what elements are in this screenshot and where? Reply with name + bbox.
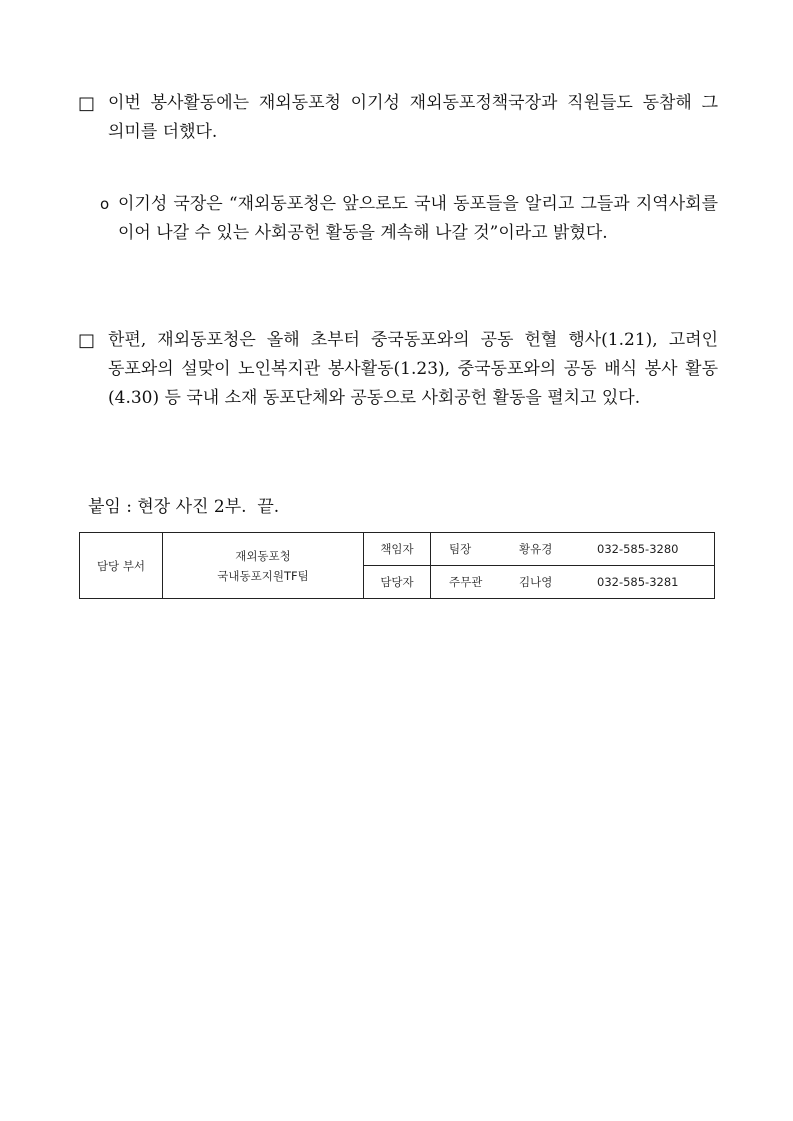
quote-bullet <box>100 190 718 248</box>
circle-bullet-icon: o <box>100 195 110 213</box>
paragraph-volunteer-participation <box>78 89 718 147</box>
paragraph-text: 이번 봉사활동에는 재외동포청 이기성 재외동포정책국장과 직원들도 동참해 그 의미를 더했다. <box>108 93 718 142</box>
contact-title: 팀장 <box>449 542 472 556</box>
role-cell: 담당자 <box>364 566 431 599</box>
contact-detail <box>431 533 715 566</box>
quote-text: 이기성 국장은 “재외동포청은 앞으로도 국내 동포들을 알리고 그들과 지역사회를 이어 나갈 수 있는 사회공헌 활동을 계속해 나갈 것”이라고 밝혔다. <box>118 194 718 243</box>
contact-detail <box>431 566 715 599</box>
dept-label: 담당 부서 <box>80 533 163 599</box>
contact-title: 주무관 <box>449 575 483 589</box>
checkbox-bullet-icon: □ <box>78 330 96 351</box>
contact-phone: 032-585-3280 <box>597 542 679 556</box>
contact-name: 황유경 <box>519 542 553 556</box>
contact-table <box>79 532 715 599</box>
role-cell: 책임자 <box>364 533 431 566</box>
table-row <box>80 533 715 566</box>
paragraph-social-contribution <box>78 326 718 413</box>
paragraph-text: 한편, 재외동포청은 올해 초부터 중국동포와의 공동 헌혈 행사(1.21), 고려인 동포와의 설맞이 노인복지관 봉사활동(1.23), 중국동포와의 공동 배식 봉사 활동(4.30) 등 국내 소재 동포단체와 공동으로 사회공헌 활동을 펼치고 있다. <box>108 330 718 408</box>
checkbox-bullet-icon: □ <box>78 93 96 114</box>
attachment-note: 붙임 : 현장 사진 2부. 끝. <box>88 497 280 517</box>
contact-name: 김나영 <box>519 575 553 589</box>
dept-name-line1: 재외동포청 <box>235 548 291 563</box>
dept-name <box>163 533 364 599</box>
contact-phone: 032-585-3281 <box>597 575 679 589</box>
dept-name-line2: 국내동포지원TF팀 <box>217 568 309 583</box>
